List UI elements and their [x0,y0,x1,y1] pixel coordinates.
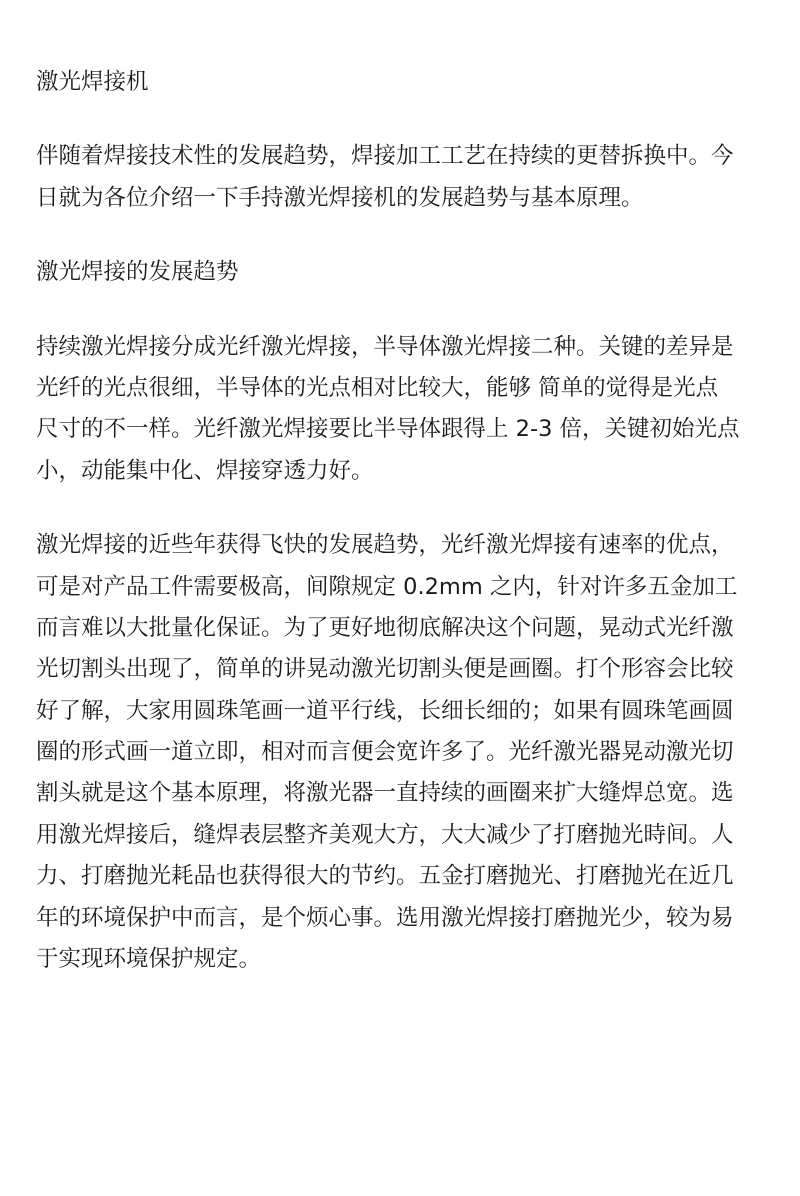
text-line: 割头就是这个基本原理，将激光器一直持续的画圈来扩大缝焊总宽。选 [36,780,734,807]
text-line: 激光焊接的近些年获得飞快的发展趋势，光纤激光焊接有速率的优点， [36,532,734,559]
text-line: 持续激光焊接分成光纤激光焊接，半导体激光焊接二种。关键的差异是 [36,333,734,360]
text-line: 小，动能集中化、焊接穿透力好。 [36,457,374,484]
paragraph-2 [36,525,768,980]
article [36,62,768,980]
intro-paragraph [36,136,768,219]
text-line: 力、打磨抛光耗品也获得很大的节约。五金打磨抛光、打磨抛光在近几 [36,863,734,890]
text-line: 激光焊接机 [36,69,149,95]
section-heading [36,252,768,293]
text-line: 激光焊接的发展趋势 [36,259,239,286]
paragraph-1 [36,327,768,493]
text-line: 用激光焊接后，缝焊表层整齐美观大方，大大减少了打磨抛光時间。人 [36,821,734,848]
text-line: 日就为各位介绍一下手持激光焊接机的发展趋势与基本原理。 [36,184,644,211]
text-line: 伴随着焊接技术性的发展趋势，焊接加工工艺在持续的更替拆换中。今 [36,143,734,170]
text-line: 而言难以大批量化保证。为了更好地彻底解决这个问题，晃动式光纤激 [36,614,734,641]
text-line: 可是对产品工件需要极高，间隙规定 0.2mm 之内，针对许多五金加工 [36,573,738,600]
text-line: 光切割头出现了，简单的讲晃动激光切割头便是画圈。打个形容会比较 [36,656,734,683]
text-line: 年的环境保护中而言，是个烦心事。选用激光焊接打磨抛光少，较为易 [36,904,734,931]
text-line: 圈的形式画一道立即，相对而言便会宽许多了。光纤激光器晃动激光切 [36,739,734,766]
text-line: 光纤的光点很细，半导体的光点相对比较大，能够 简单的觉得是光点 [36,374,719,401]
text-line: 尺寸的不一样。光纤激光焊接要比半导体跟得上 2-3 倍，关键初始光点 [36,416,740,443]
article-title [36,62,768,103]
text-line: 于实现环境保护规定。 [36,946,262,973]
text-line: 好了解，大家用圆珠笔画一道平行线，长细长细的；如果有圆珠笔画圆 [36,697,734,724]
